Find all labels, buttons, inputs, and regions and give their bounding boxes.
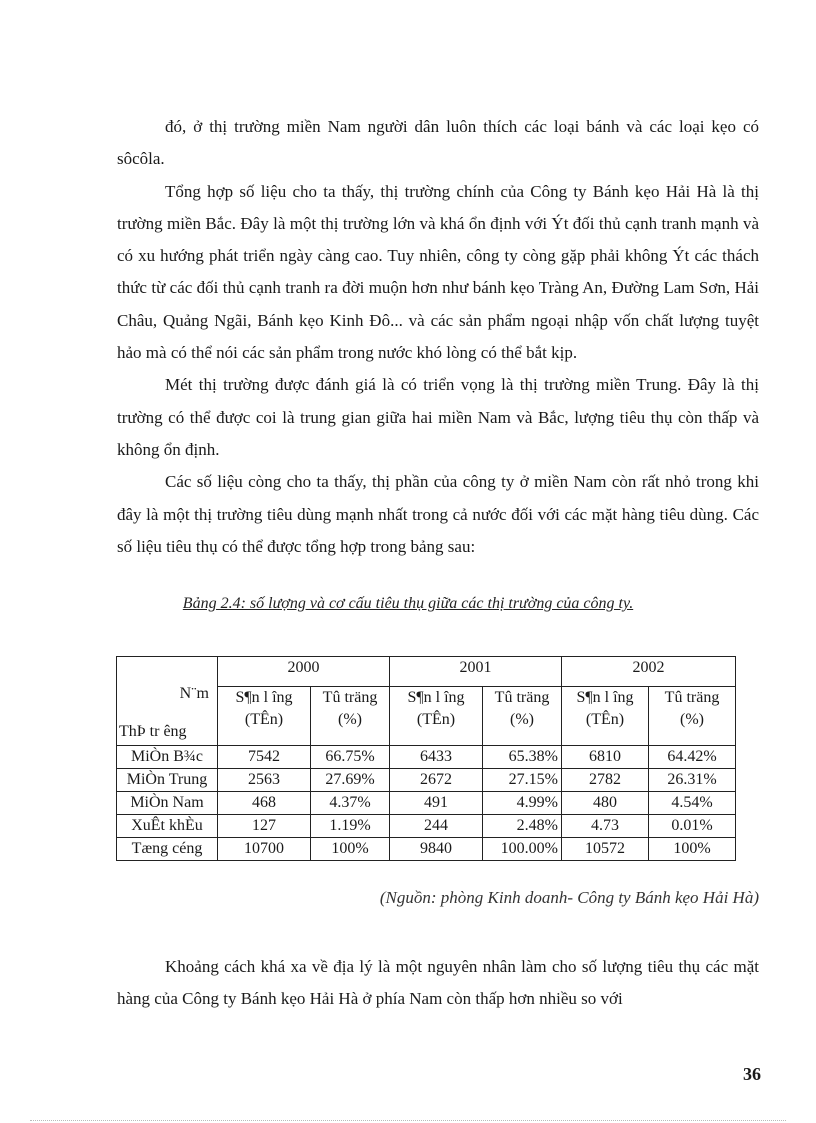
share-cell: 0.01%	[649, 815, 736, 838]
year-label: N¨m	[179, 685, 209, 702]
qty-header-2001: S¶n l îng (TÊn)	[390, 687, 483, 746]
market-cell: Tæng céng	[117, 838, 218, 861]
qty-header-2000: S¶n l îng (TÊn)	[218, 687, 311, 746]
table-row-total	[117, 838, 736, 861]
qty-cell: 480	[562, 792, 649, 815]
market-label: ThÞ tr êng	[119, 723, 187, 740]
qty-cell: 4.73	[562, 815, 649, 838]
qty-cell: 244	[390, 815, 483, 838]
qty-cell: 10700	[218, 838, 311, 861]
qty-cell: 7542	[218, 746, 311, 769]
share-cell: 100.00%	[483, 838, 562, 861]
share-cell: 1.19%	[311, 815, 390, 838]
corner-cell	[117, 657, 218, 746]
share-cell: 4.99%	[483, 792, 562, 815]
paragraph-1: đó, ở thị trường miền Nam người dân luôn thích các loại bánh và các loại kẹo có sôcôla.	[117, 117, 759, 169]
table-row	[117, 769, 736, 792]
share-cell: 65.38%	[483, 746, 562, 769]
year-2001-header: 2001	[390, 657, 562, 687]
market-cell: MiÒn Nam	[117, 792, 218, 815]
year-2000-header: 2000	[218, 657, 390, 687]
qty-cell: 127	[218, 815, 311, 838]
share-cell: 64.42%	[649, 746, 736, 769]
share-cell: 27.69%	[311, 769, 390, 792]
footer-divider	[30, 1120, 786, 1121]
body-text-upper	[117, 111, 759, 563]
body-text-lower	[117, 951, 759, 1016]
qty-cell: 6433	[390, 746, 483, 769]
table-header-row	[117, 657, 736, 687]
table-source-note: (Nguồn: phòng Kinh doanh- Công ty Bánh kẹo Hải Hà)	[379, 888, 759, 907]
share-cell: 27.15%	[483, 769, 562, 792]
table-row	[117, 792, 736, 815]
qty-cell: 9840	[390, 838, 483, 861]
qty-cell: 2563	[218, 769, 311, 792]
market-cell: MiÒn Trung	[117, 769, 218, 792]
share-cell: 2.48%	[483, 815, 562, 838]
market-cell: MiÒn B¾c	[117, 746, 218, 769]
share-cell: 4.54%	[649, 792, 736, 815]
share-header-2002: Tû träng (%)	[649, 687, 736, 746]
table-row	[117, 815, 736, 838]
qty-cell: 10572	[562, 838, 649, 861]
table-row	[117, 746, 736, 769]
year-2002-header: 2002	[562, 657, 736, 687]
share-cell: 4.37%	[311, 792, 390, 815]
qty-cell: 468	[218, 792, 311, 815]
qty-cell: 2782	[562, 769, 649, 792]
market-cell: XuÊt khÈu	[117, 815, 218, 838]
consumption-table	[116, 656, 736, 861]
qty-header-2002: S¶n l îng (TÊn)	[562, 687, 649, 746]
share-cell: 100%	[649, 838, 736, 861]
qty-cell: 6810	[562, 746, 649, 769]
paragraph-2: Tổng hợp số liệu cho ta thấy, thị trường chính của Công ty Bánh kẹo Hải Hà là thị trường miền Bắc. Đây là một thị trường lớn và khá ổn định với Ýt đối thủ cạnh tranh mạnh và có xu hướng phát triển ngày càng cao. Tuy nhiên, công ty còng gặp phải không Ýt các thách thức từ các đối thủ cạnh tranh ra đời muộn hơn như bánh kẹo Tràng An, Đường Lam Sơn, Hải Châu, Quảng Ngãi, Bánh kẹo Kinh Đô... và các sản phẩm ngoại nhập vốn chất lượng tuyệt hảo mà có thể nói các sản phẩm trong nước khó lòng có thể bắt kịp.	[117, 181, 759, 363]
share-header-2000: Tû träng (%)	[311, 687, 390, 746]
table-caption: Bảng 2.4: số lượng và cơ cấu tiêu thụ giữa các thị trường của công ty.	[182, 595, 634, 612]
paragraph-5: Khoảng cách khá xa về địa lý là một nguyên nhân làm cho số lượng tiêu thụ các mặt hàng của Công ty Bánh kẹo Hải Hà ở phía Nam còn thấp hơn nhiều so với	[117, 957, 759, 1009]
share-cell: 66.75%	[311, 746, 390, 769]
share-cell: 100%	[311, 838, 390, 861]
share-cell: 26.31%	[649, 769, 736, 792]
paragraph-3: Mét thị trường được đánh giá là có triển vọng là thị trường miền Trung. Đây là thị trường có thể được coi là trung gian giữa hai miền Nam và Bắc, lượng tiêu thụ còn thấp và không ổn định.	[117, 375, 759, 459]
share-header-2001: Tû träng (%)	[483, 687, 562, 746]
qty-cell: 2672	[390, 769, 483, 792]
paragraph-4: Các số liệu còng cho ta thấy, thị phần của công ty ở miền Nam còn rất nhỏ trong khi đây là một thị trường tiêu dùng mạnh nhất trong cả nước đối với các mặt hàng tiêu dùng. Các số liệu tiêu thụ có thể được tổng hợp trong bảng sau:	[117, 472, 759, 556]
qty-cell: 491	[390, 792, 483, 815]
page-number: 36	[743, 1064, 761, 1084]
